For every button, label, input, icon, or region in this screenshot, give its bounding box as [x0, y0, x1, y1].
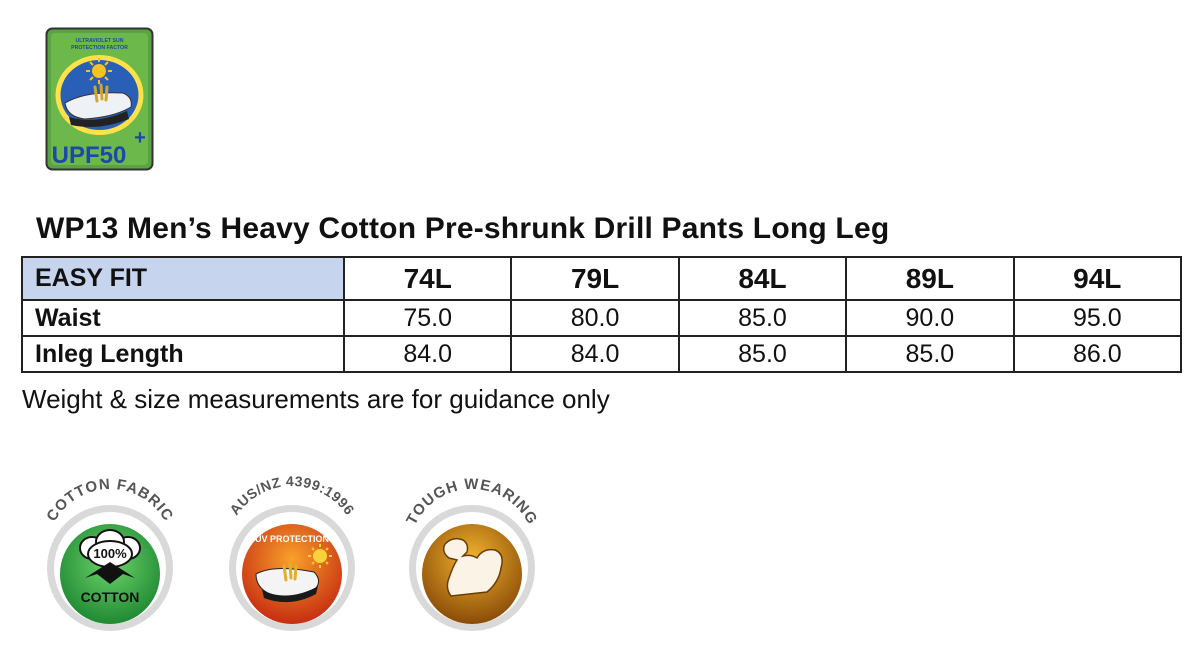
measurement-cell: 75.0	[344, 300, 511, 336]
fit-label: EASY FIT	[22, 257, 344, 300]
measurement-cell: 85.0	[679, 300, 846, 336]
size-header-cell: 84L	[679, 257, 846, 300]
upf-rating-suffix: +	[134, 127, 146, 149]
measurement-cell: 86.0	[1014, 336, 1181, 372]
cotton-badge-graphic	[35, 470, 185, 635]
uv-badge-graphic	[212, 470, 372, 635]
badge-inner-bottom: COTTON	[80, 589, 140, 605]
upf-top-text-line1: ULTRAVIOLET SUN	[75, 38, 124, 44]
badge-arc-text: AUS/NZ 4399:1996	[226, 472, 358, 518]
measurement-cell: 95.0	[1014, 300, 1181, 336]
upf-top-text-line2: PROTECTION FACTOR	[71, 45, 128, 51]
product-title: WP13 Men’s Heavy Cotton Pre-shrunk Drill Pants Long Leg	[36, 212, 890, 245]
upf50-badge	[45, 27, 154, 171]
badge-arc-text: TOUGH WEARING	[403, 475, 541, 528]
badge-arc-text: COTTON FABRIC	[43, 475, 177, 525]
measurement-cell: 80.0	[511, 300, 678, 336]
size-header-cell: 79L	[511, 257, 678, 300]
row-label: Waist	[22, 300, 344, 336]
size-header-cell: 94L	[1014, 257, 1181, 300]
tough-badge-graphic	[397, 470, 547, 635]
row-label: Inleg Length	[22, 336, 344, 372]
measurement-cell: 90.0	[846, 300, 1013, 336]
table-row-inleg	[22, 336, 1181, 372]
measurement-cell: 85.0	[846, 336, 1013, 372]
badge-inner-top: UV PROTECTION	[254, 534, 330, 544]
size-header-cell: 89L	[846, 257, 1013, 300]
badge-inner-top: 100%	[93, 546, 127, 561]
size-header-cell: 74L	[344, 257, 511, 300]
size-header-row	[22, 257, 1181, 300]
feature-badge-tough	[397, 470, 547, 635]
measurement-cell: 84.0	[511, 336, 678, 372]
measurement-cell: 85.0	[679, 336, 846, 372]
guidance-note: Weight & size measurements are for guidance only	[22, 384, 610, 414]
size-table	[21, 256, 1182, 373]
upf50-badge-graphic	[45, 27, 154, 171]
upf-rating: UPF50	[51, 142, 127, 169]
measurement-cell: 84.0	[344, 336, 511, 372]
feature-badge-uv	[212, 470, 362, 635]
feature-badge-cotton	[35, 470, 185, 635]
table-row-waist	[22, 300, 1181, 336]
